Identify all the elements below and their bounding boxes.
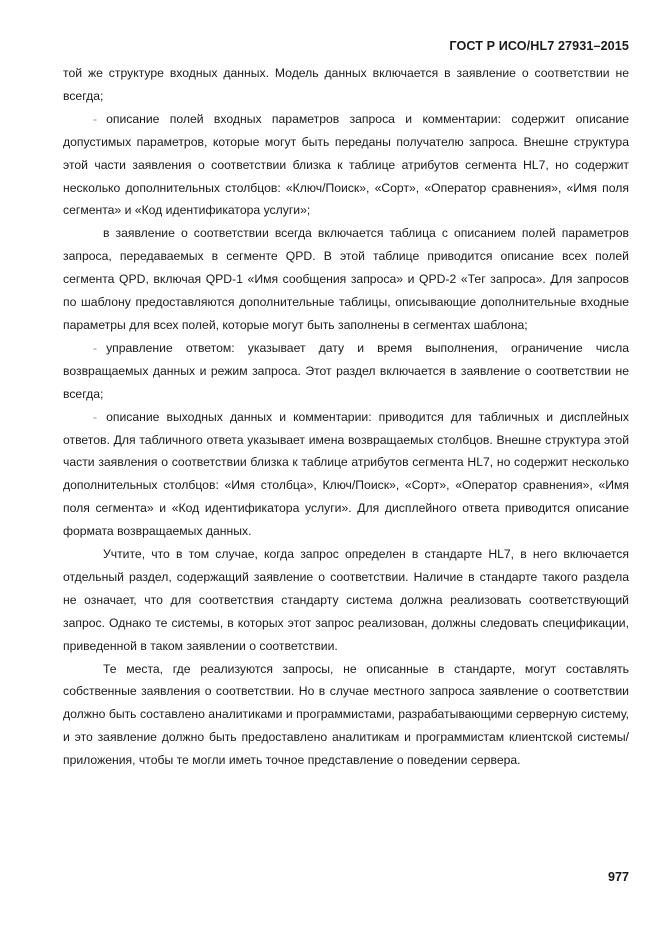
list-item-text: описание выходных данных и комментарии: приводится для табличных и дисплейных ответов. Для табличного ответа указывает имена возвращаемых столбцов. Внешне структура этой части заявления о соответствии близка к таблице атрибутов сегмента HL7, но содержит несколько дополнительных столбцов: «Имя столбца», Ключ/Поиск», «Сорт», «Оператор сравнения», «Имя поля сегмента» и «Код идентификатора услуги». Для дисплейного ответа приводится описание формата возвращаемых данных.	[63, 409, 629, 539]
document-header: ГОСТ Р ИСО/HL7 27931–2015	[449, 39, 629, 53]
paragraph-local-queries: Те места, где реализуются запросы, не описанные в стандарте, могут составлять собственные заявления о соответствии. Но в случае местного запроса заявление о соответствии должно быть составлено аналитиками и программистами, разрабатывающими серверную систему, и это заявление должно быть предоставлено аналитикам и программистам клиентской системы/приложения, чтобы те могли иметь точное представление о поведении сервера.	[63, 661, 629, 768]
list-item-input-fields	[63, 108, 629, 223]
paragraph-qpd-table: в заявление о соответствии всегда включается таблица с описанием полей параметров запроса, передаваемых в сегменте QPD. В этой таблице приводится описание всех полей сегмента QPD, включая QPD-1 «Имя сообщения запроса» и QPD-2 «Тег запроса». Для запросов по шаблону предоставляются дополнительные таблицы, описывающие дополнительные входные параметры для всех полей, которые могут быть заполнены в сегментах шаблона;	[63, 226, 629, 332]
page-body	[63, 62, 629, 772]
paragraph-hl7-note: Учтите, что в том случае, когда запрос определен в стандарте HL7, в него включается отдельный раздел, содержащий заявление о соответствии. Наличие в стандарте такого раздела не означает, что для соответствия стандарту система должна реализовать соответствующий запрос. Однако те системы, в которых этот запрос реализован, должны следовать спецификации, приведенной в таком заявлении о соответствии.	[63, 547, 629, 653]
list-item-text: управление ответом: указывает дату и время выполнения, ограничение числа возвращаемых данных и режим запроса. Этот раздел включается в заявление о соответствии не всегда;	[63, 340, 629, 401]
list-marker: -	[93, 409, 98, 424]
list-marker: -	[93, 111, 98, 126]
list-item-response-control	[63, 337, 629, 406]
list-marker: -	[93, 340, 98, 355]
page-number: 977	[607, 870, 629, 884]
list-item-text: описание полей входных параметров запроса и комментарии: содержит описание допустимых параметров, которые могут быть переданы получателю запроса. Внешне структура этой части заявления о соответствии близка к таблице атрибутов сегмента HL7, но содержит несколько дополнительных столбцов: «Ключ/Поиск», «Сорт», «Оператор сравнения», «Имя поля сегмента» и «Код идентификатора услуги»;	[63, 111, 629, 218]
list-item-output-data	[63, 406, 629, 543]
paragraph-continuation: той же структуре входных данных. Модель данных включается в заявление о соответствии не всегда;	[63, 66, 629, 103]
